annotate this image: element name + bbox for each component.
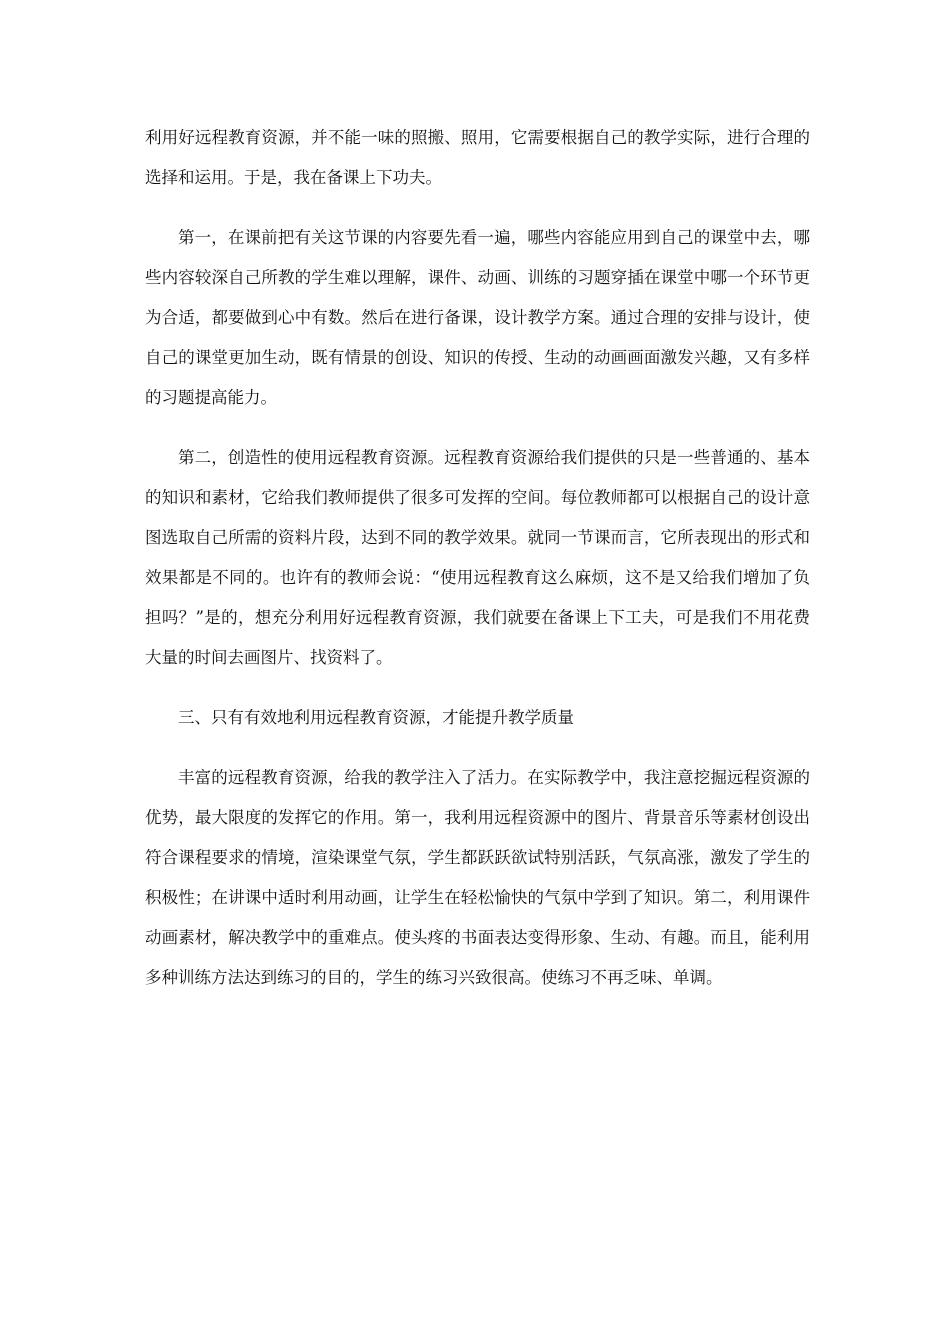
paragraph-first-point: 第一，在课前把有关这节课的内容要先看一遍，哪些内容能应用到自己的课堂中去，哪些内容较深自己所教的学生难以理解，课件、动画、训练的习题穿插在课堂中哪一个环节更为合适，都要做到心中有数。然后在进行备课，设计教学方案。通过合理的安排与设计，使自己的课堂更加生动，既有情景的创设、知识的传授、生动的动画画面激发兴趣，又有多样的习题提高能力。 [145, 228, 810, 407]
document-body [145, 118, 810, 1018]
paragraph-section-three-body: 丰富的远程教育资源，给我的教学注入了活力。在实际教学中，我注意挖掘远程资源的优势，最大限度的发挥它的作用。第一，我利用远程资源中的图片、背景音乐等素材创设出符合课程要求的情境，渲染课堂气氛，学生都跃跃欲试特别活跃，气氛高涨，激发了学生的积极性；在讲课中适时利用动画，让学生在轻松愉快的气氛中学到了知识。第二，利用课件动画素材，解决教学中的重难点。使头疼的书面表达变得形象、生动、有趣。而且，能利用多种训练方法达到练习的目的，学生的练习兴致很高。使练习不再乏味、单调。 [145, 768, 810, 987]
section-heading-three: 三、只有有效地利用远程教育资源，才能提升教学质量 [178, 708, 574, 727]
paragraph-intro: 利用好远程教育资源，并不能一味的照搬、照用，它需要根据自己的教学实际，进行合理的选择和运用。于是，我在备课上下功夫。 [145, 128, 810, 187]
paragraph-second-point: 第二，创造性的使用远程教育资源。远程教育资源给我们提供的只是一些普通的、基本的知识和素材，它给我们教师提供了很多可发挥的空间。每位教师都可以根据自己的设计意图选取自己所需的资料片段，达到不同的教学效果。就同一节课而言，它所表现出的形式和效果都是不同的。也许有的教师会说：“使用远程教育这么麻烦，这不是又给我们增加了负担吗？”是的，想充分利用好远程教育资源，我们就要在备课上下工夫，可是我们不用花费大量的时间去画图片、找资料了。 [145, 448, 810, 667]
